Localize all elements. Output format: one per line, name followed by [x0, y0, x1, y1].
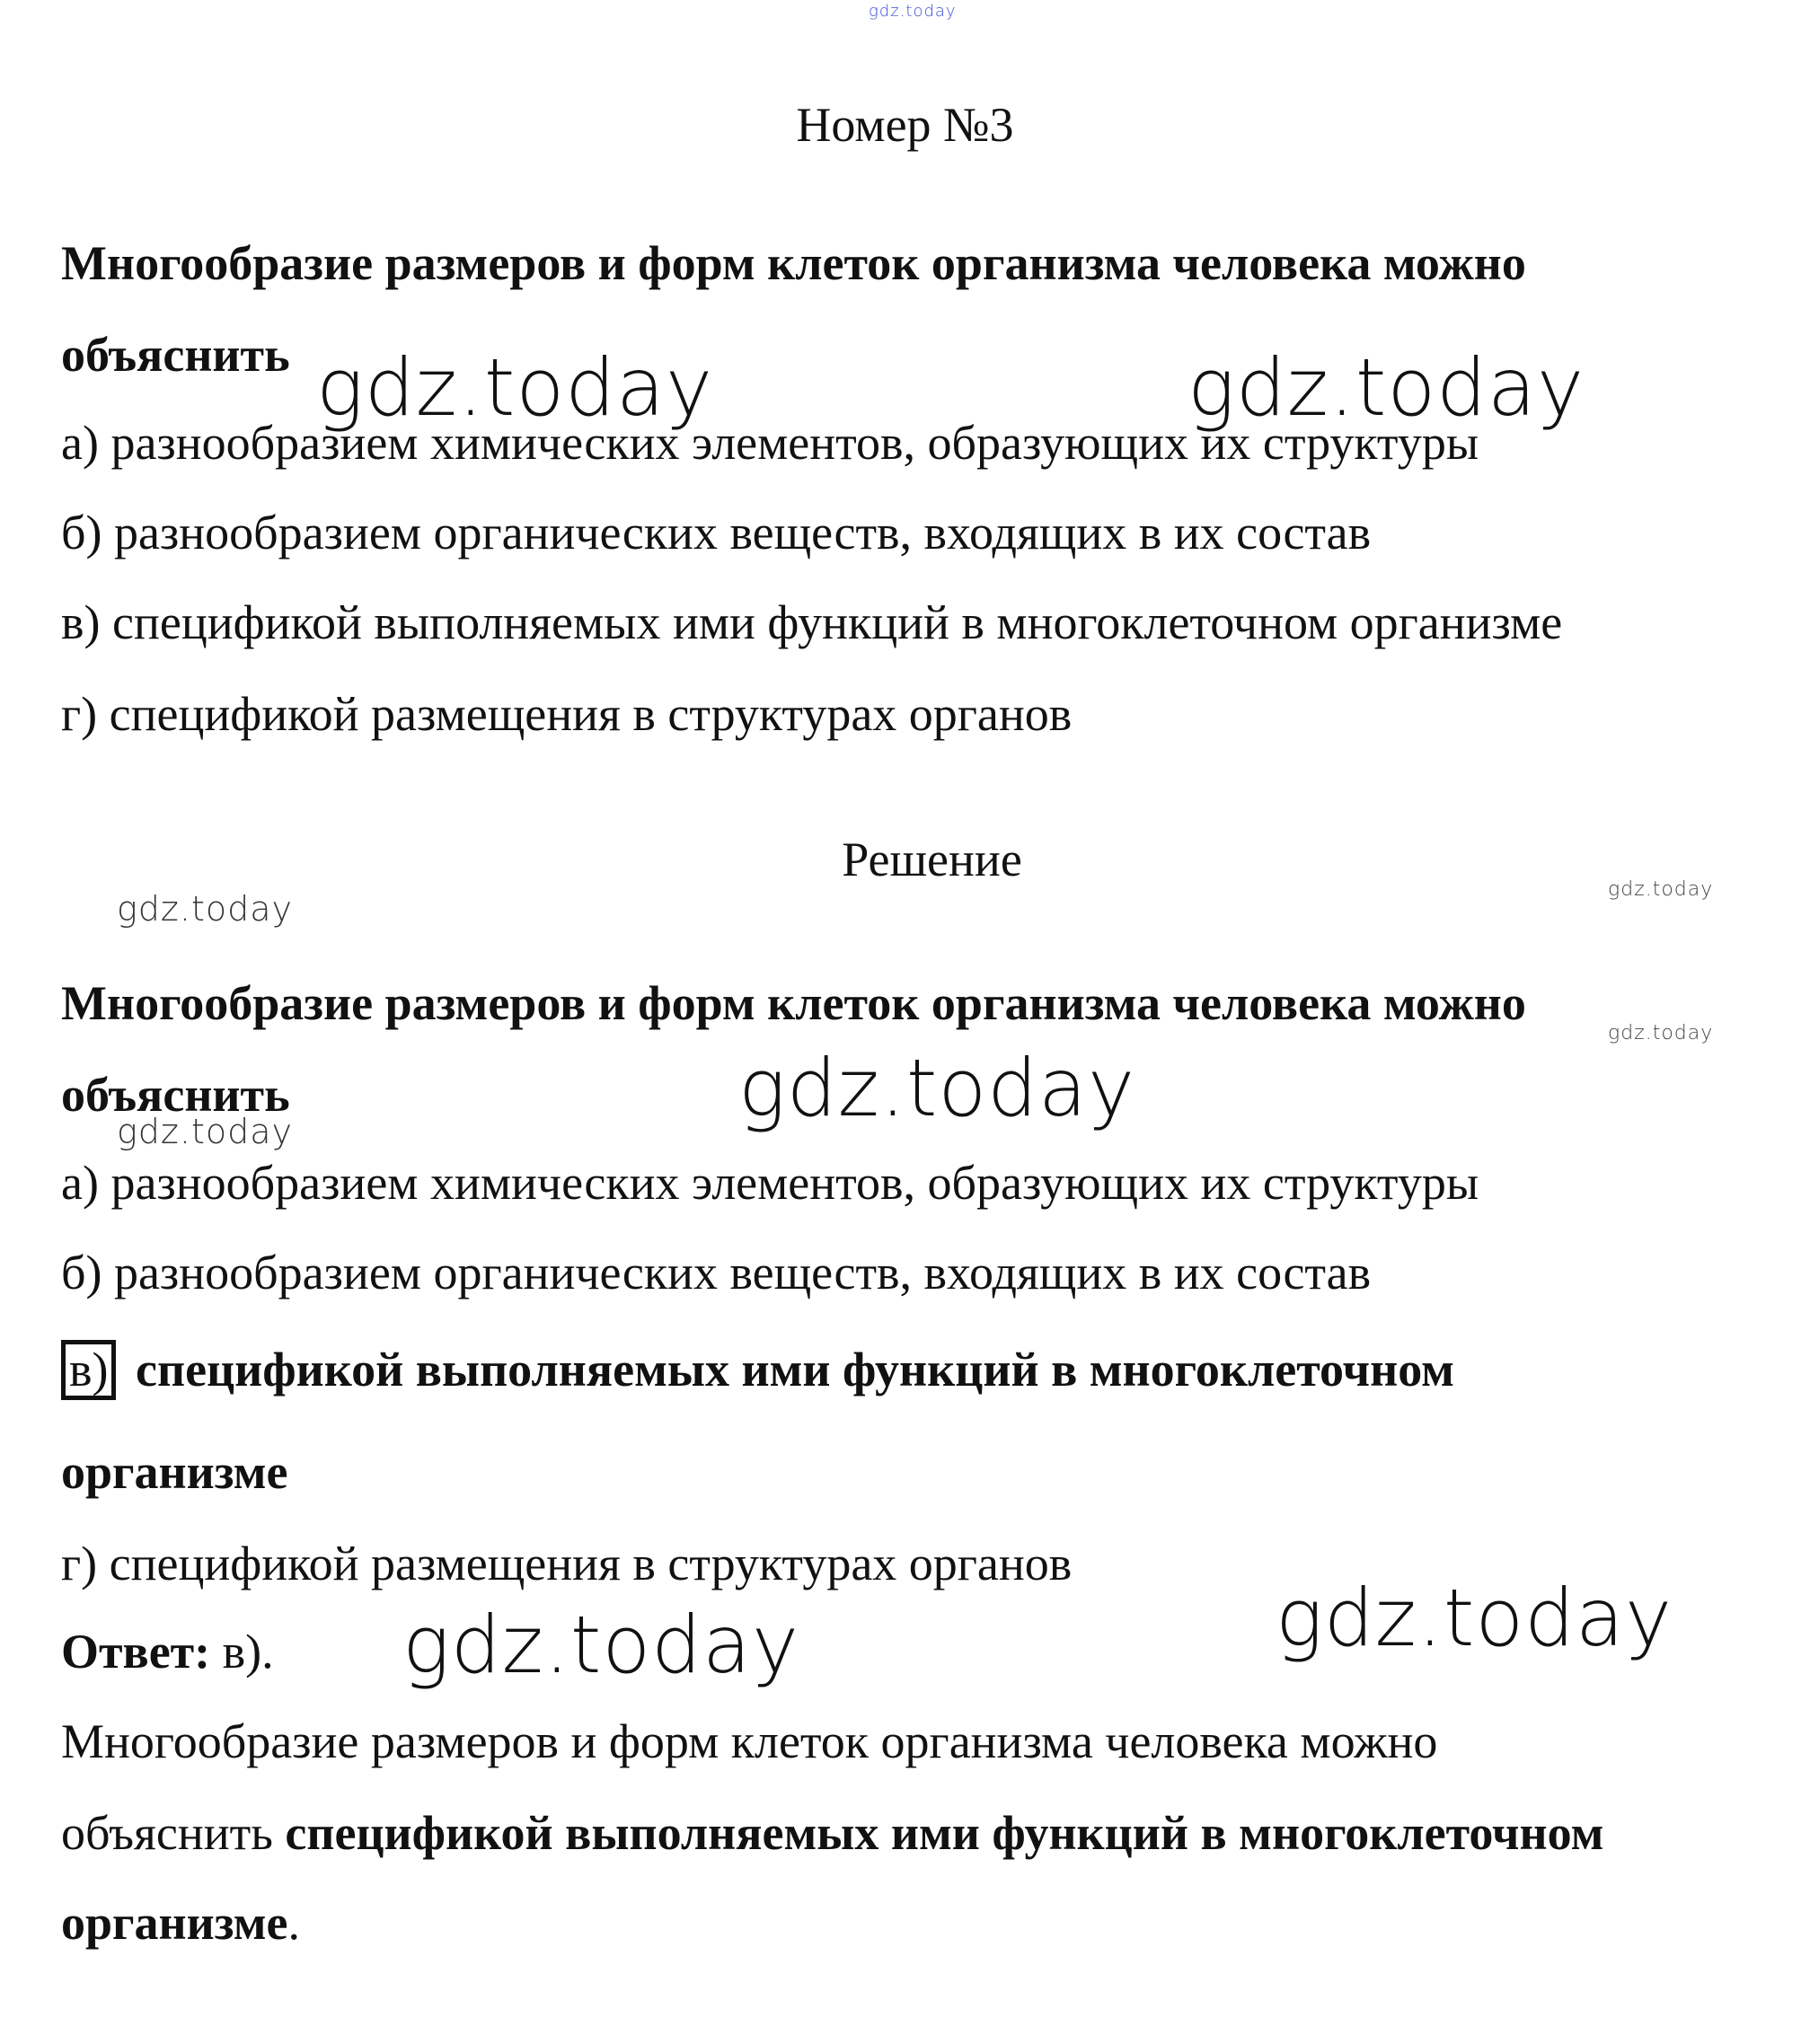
watermark: gdz.today	[738, 1042, 1136, 1134]
solution-option-b: б) разнообразием органических веществ, входящих в их состав	[61, 1246, 1372, 1300]
solution-option-v-line2: организме	[61, 1445, 288, 1499]
watermark: gdz.today	[316, 341, 714, 434]
explanation-line2	[61, 1806, 1604, 1860]
answer-line	[61, 1627, 274, 1676]
question-option-g: г) спецификой размещения в структурах органов	[61, 687, 1073, 741]
question-option-a: а) разнообразием химических элементов, образующих их структуры	[61, 416, 1479, 470]
question-stem-line1: Многообразие размеров и форм клеток организма человека можно	[61, 236, 1526, 290]
explanation-period: .	[287, 1896, 300, 1950]
solution-option-v-text: спецификой выполняемых ими функций в многоклеточном	[135, 1343, 1454, 1396]
watermark: gdz.today	[117, 889, 293, 929]
solution-heading: Решение	[842, 833, 1022, 886]
watermark: gdz.today	[402, 1599, 800, 1691]
watermark: gdz.today	[1188, 341, 1585, 434]
answer-label: Ответ:	[61, 1625, 211, 1678]
explanation-plain: объяснить	[61, 1806, 286, 1860]
correct-answer-box: в)	[61, 1340, 116, 1400]
header-watermark: gdz.today	[869, 2, 957, 21]
solution-option-a: а) разнообразием химических элементов, образующих их структуры	[61, 1156, 1479, 1210]
watermark: gdz.today	[1608, 878, 1714, 901]
solution-stem-line1: Многообразие размеров и форм клеток организма человека можно	[61, 976, 1526, 1030]
question-stem-line2: объяснить	[61, 328, 290, 382]
answer-value: в).	[210, 1625, 274, 1678]
solution-stem-line2: объяснить	[61, 1068, 290, 1122]
explanation-bold-end: организме	[61, 1896, 288, 1950]
solution-option-v-line1	[61, 1340, 1454, 1400]
question-option-v: в) спецификой выполняемых ими функций в многоклеточном организме	[61, 595, 1563, 649]
solution-option-g: г) спецификой размещения в структурах органов	[61, 1537, 1073, 1590]
watermark: gdz.today	[117, 1112, 293, 1151]
watermark: gdz.today	[1608, 1022, 1714, 1044]
explanation-line3	[61, 1896, 300, 1950]
watermark: gdz.today	[1276, 1572, 1673, 1664]
question-option-b: б) разнообразием органических веществ, входящих в их состав	[61, 506, 1372, 559]
page-title: Номер №3	[796, 98, 1014, 152]
explanation-line1: Многообразие размеров и форм клеток организма человека можно	[61, 1714, 1438, 1768]
explanation-bold: спецификой выполняемых ими функций в многоклеточном	[285, 1806, 1604, 1860]
